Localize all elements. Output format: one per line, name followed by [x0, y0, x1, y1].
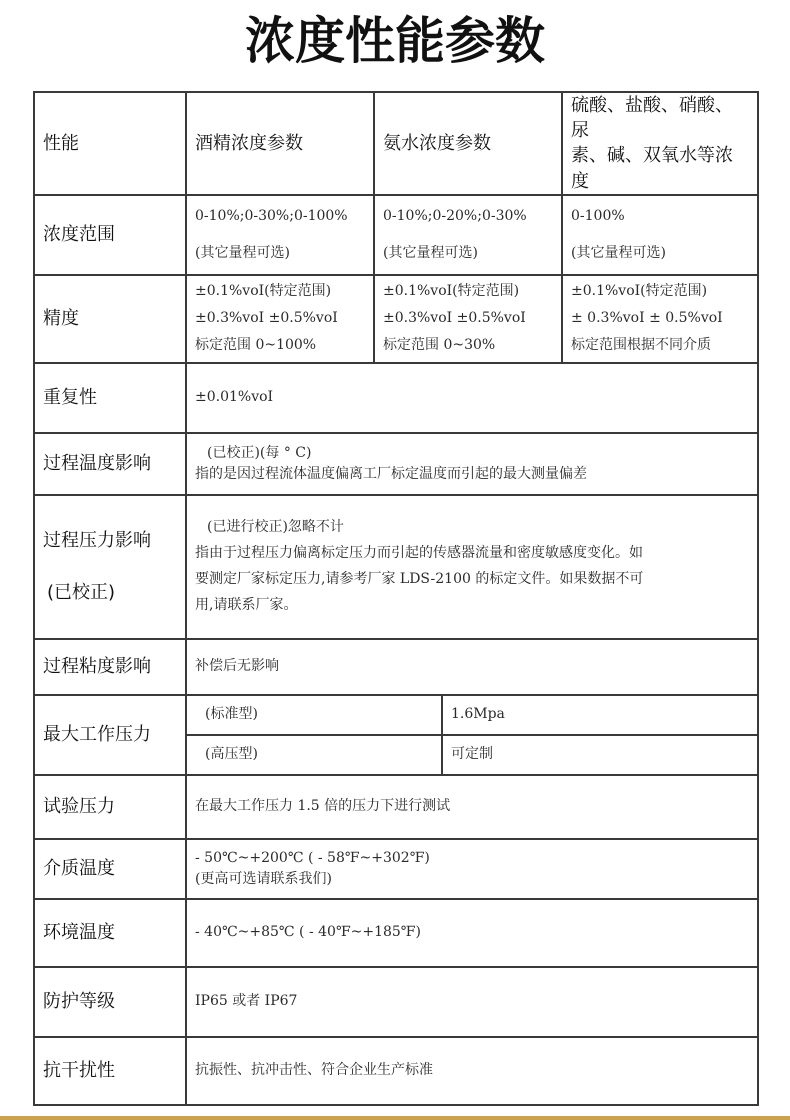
header-acid-line2: 素、碱、双氧水等浓度: [571, 145, 733, 192]
temp-effect-line2: 指的是因过程流体温度偏离工厂标定温度而引起的最大测量偏差: [195, 465, 587, 482]
accuracy-acid-line1: ±0.1%voI(特定范围): [571, 282, 708, 299]
label-pressure-effect: [34, 495, 186, 639]
pressure-effect-line4: 用,请联系厂家。: [195, 596, 298, 613]
row-temp-effect: [34, 433, 758, 495]
label-accuracy: 精度: [34, 275, 186, 363]
accuracy-acid-line3: 标定范围根据不同介质: [571, 337, 711, 354]
max-pressure-standard-value: 1.6Mpa: [442, 695, 758, 735]
pressure-effect-value: [186, 495, 758, 639]
table-header-row: [34, 92, 758, 195]
range-alcohol-note: (其它量程可选): [195, 244, 290, 261]
max-pressure-high-type: (高压型): [186, 735, 442, 775]
accuracy-alcohol: [186, 275, 374, 363]
row-max-pressure-standard: [34, 695, 758, 735]
label-interference: 抗干扰性: [34, 1037, 186, 1105]
label-viscosity-effect: 过程粘度影响: [34, 639, 186, 695]
accuracy-alcohol-line1: ±0.1%voI(特定范围): [195, 282, 332, 299]
medium-temp-value: [186, 839, 758, 899]
label-test-pressure: 试验压力: [34, 775, 186, 839]
range-alcohol: [186, 195, 374, 275]
max-pressure-high-value: 可定制: [442, 735, 758, 775]
row-protection: [34, 967, 758, 1037]
header-acid: [562, 92, 758, 195]
bottom-divider: [0, 1116, 790, 1120]
range-ammonia-value: 0-10%;0-20%;0-30%: [383, 207, 527, 224]
row-interference: [34, 1037, 758, 1105]
row-pressure-effect: [34, 495, 758, 639]
accuracy-alcohol-line3: 标定范围 0~100%: [195, 337, 317, 354]
interference-value: 抗振性、抗冲击性、符合企业生产标准: [186, 1037, 758, 1105]
spec-table: [33, 91, 759, 1106]
medium-temp-line1: - 50℃~+200℃ ( - 58℉~+302℉): [195, 849, 430, 866]
label-protection: 防护等级: [34, 967, 186, 1037]
row-test-pressure: [34, 775, 758, 839]
range-acid: [562, 195, 758, 275]
temp-effect-line1: (已校正)(每 ° C): [207, 444, 312, 461]
row-ambient-temp: [34, 899, 758, 967]
protection-value: IP65 或者 IP67: [186, 967, 758, 1037]
pressure-effect-line3: 要测定厂家标定压力,请参考厂家 LDS-2100 的标定文件。如果数据不可: [195, 570, 644, 587]
header-ammonia: 氨水浓度参数: [374, 92, 562, 195]
label-pressure-effect-line1: 过程压力影响: [43, 529, 151, 551]
range-ammonia: [374, 195, 562, 275]
repeatability-value: ±0.01%voI: [186, 363, 758, 433]
range-ammonia-note: (其它量程可选): [383, 244, 478, 261]
max-pressure-standard-type: (标准型): [186, 695, 442, 735]
row-accuracy: [34, 275, 758, 363]
row-viscosity-effect: [34, 639, 758, 695]
label-pressure-effect-line2: (已校正): [47, 581, 116, 603]
page-title: 浓度性能参数: [245, 12, 545, 70]
accuracy-ammonia-line1: ±0.1%voI(特定范围): [383, 282, 520, 299]
viscosity-effect-value: 补偿后无影响: [186, 639, 758, 695]
row-range: [34, 195, 758, 275]
row-repeatability: [34, 363, 758, 433]
medium-temp-line2: (更高可选请联系我们): [195, 870, 332, 887]
row-medium-temp: [34, 839, 758, 899]
accuracy-ammonia-line2: ±0.3%voI ±0.5%voI: [383, 310, 526, 327]
ambient-temp-value: - 40℃~+85℃ ( - 40℉~+185℉): [186, 899, 758, 967]
header-acid-line1: 硫酸、盐酸、硝酸、尿: [571, 95, 733, 142]
accuracy-alcohol-line2: ±0.3%voI ±0.5%voI: [195, 310, 338, 327]
label-range: 浓度范围: [34, 195, 186, 275]
label-repeatability: 重复性: [34, 363, 186, 433]
accuracy-ammonia-line3: 标定范围 0~30%: [383, 337, 496, 354]
range-alcohol-value: 0-10%;0-30%;0-100%: [195, 207, 348, 224]
range-acid-value: 0-100%: [571, 207, 625, 224]
label-ambient-temp: 环境温度: [34, 899, 186, 967]
accuracy-acid-line2: ± 0.3%voI ± 0.5%voI: [571, 310, 723, 327]
pressure-effect-line1: (已进行校正)忽略不计: [207, 518, 344, 535]
label-medium-temp: 介质温度: [34, 839, 186, 899]
temp-effect-value: [186, 433, 758, 495]
label-temp-effect: 过程温度影响: [34, 433, 186, 495]
accuracy-acid: [562, 275, 758, 363]
header-property: 性能: [34, 92, 186, 195]
test-pressure-value: 在最大工作压力 1.5 倍的压力下进行测试: [186, 775, 758, 839]
accuracy-ammonia: [374, 275, 562, 363]
header-alcohol: 酒精浓度参数: [186, 92, 374, 195]
range-acid-note: (其它量程可选): [571, 244, 666, 261]
pressure-effect-line2: 指由于过程压力偏离标定压力而引起的传感器流量和密度敏感度变化。如: [195, 544, 643, 561]
label-max-pressure: 最大工作压力: [34, 695, 186, 775]
